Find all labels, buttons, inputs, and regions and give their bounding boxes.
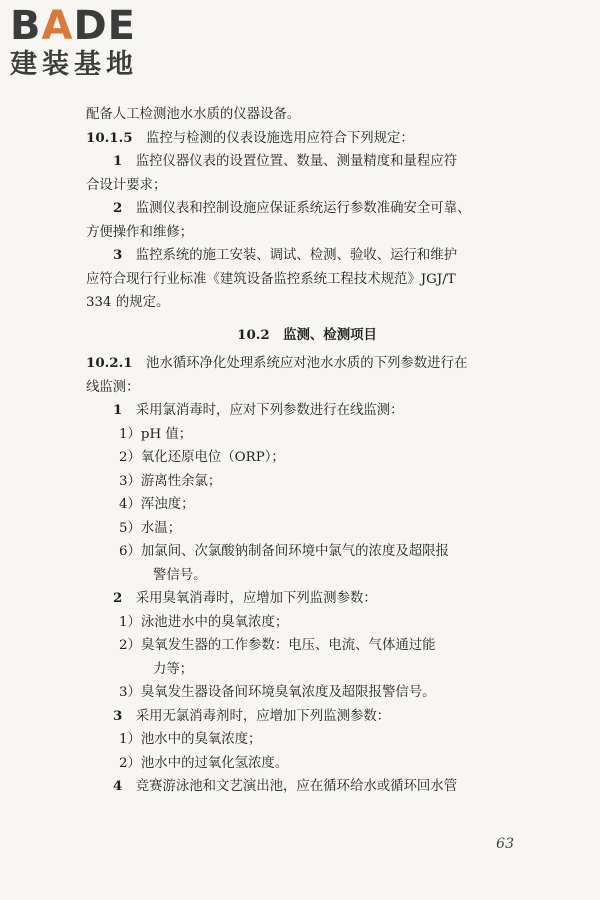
- sub-item-3: [86, 705, 528, 729]
- logo-letter-a: A: [41, 3, 74, 49]
- text-line: 应符合现行行业标准《建筑设备监控系统工程技术规范》JGJ/T: [86, 271, 456, 287]
- bade-logo: [10, 4, 175, 82]
- list-item: 5）水温；: [119, 520, 182, 536]
- section-heading: 10.2 监测、检测项目: [237, 326, 377, 343]
- item-number: 1: [113, 402, 123, 418]
- item-text: 监控仪器仪表的设置位置、数量、测量精度和量程应符: [135, 154, 458, 169]
- list-item: 6）加氯间、次氯酸钠制备间环境中氯气的浓度及超限报: [119, 544, 449, 559]
- clause-number: 10.1.5: [86, 129, 133, 146]
- item-number: 2: [113, 200, 123, 216]
- logo-letters-de: DE: [73, 3, 136, 49]
- list-item-1: [86, 150, 528, 174]
- logo-latin-text: [10, 4, 175, 48]
- list-item: 1）泳池进水中的臭氧浓度；: [119, 614, 289, 630]
- list-item: 1）pH 值；: [119, 426, 193, 442]
- item-text: 采用氯消毒时，应对下列参数进行在线监测：: [135, 403, 404, 418]
- item-text: 采用无氯消毒剂时，应增加下列监测参数：: [135, 708, 391, 724]
- text-line: 合设计要求；: [86, 177, 167, 193]
- item-number: 3: [113, 707, 123, 724]
- list-item-2: [86, 197, 528, 221]
- text-line: 方便操作和维修；: [86, 224, 194, 240]
- list-item: 4）浑浊度；: [119, 497, 195, 512]
- item-number: 2: [113, 590, 123, 606]
- item-text: 竞赛游泳池和文艺演出池，应在循环给水或循环回水管: [135, 779, 458, 794]
- text-line: 334 的规定。: [86, 295, 170, 310]
- item-number: 1: [113, 153, 123, 169]
- sub-item-1: [86, 399, 528, 423]
- sub-item-4: [86, 775, 528, 799]
- item-text: 采用臭氧消毒时，应增加下列监测参数：: [135, 591, 377, 606]
- item-text: 监控系统的施工安装、调试、检测、验收、运行和维护: [135, 248, 458, 263]
- list-item-3: [86, 244, 528, 268]
- sub-item-2: [86, 587, 528, 611]
- item-number: 3: [113, 247, 123, 263]
- list-item: 3）游离性余氯；: [119, 473, 222, 489]
- list-item: 2）池水中的过氧化氢浓度。: [119, 755, 289, 771]
- item-text: 监测仪表和控制设施应保证系统运行参数准确安全可靠、: [135, 201, 471, 216]
- text-line: 线监测：: [86, 379, 140, 395]
- page-number: 63: [496, 836, 514, 852]
- list-item: 2）氧化还原电位（ORP）；: [119, 450, 285, 465]
- document-body: [86, 103, 528, 799]
- clause-number: 10.2.1: [86, 355, 133, 371]
- logo-chinese-text: 建装基地: [10, 49, 138, 80]
- clause-10-2-1: [86, 352, 528, 376]
- logo-letter-b: B: [10, 3, 42, 49]
- list-item-continuation: 力等；: [153, 661, 194, 677]
- list-item-continuation: 警信号。: [153, 567, 207, 583]
- clause-10-1-5: [86, 127, 528, 151]
- clause-text: 监控与检测的仪表设施选用应符合下列规定：: [145, 130, 414, 146]
- list-item: 2）臭氧发生器的工作参数：电压、电流、气体通过能: [119, 638, 436, 653]
- list-item: 3）臭氧发生器设备间环境臭氧浓度及超限报警信号。: [119, 685, 436, 700]
- list-item: 1）池水中的臭氧浓度；: [119, 732, 262, 747]
- text-line: 配备人工检测池水水质的仪器设备。: [86, 107, 301, 122]
- clause-text: 池水循环净化处理系统应对池水水质的下列参数进行在: [145, 356, 468, 371]
- item-number: 4: [113, 778, 123, 794]
